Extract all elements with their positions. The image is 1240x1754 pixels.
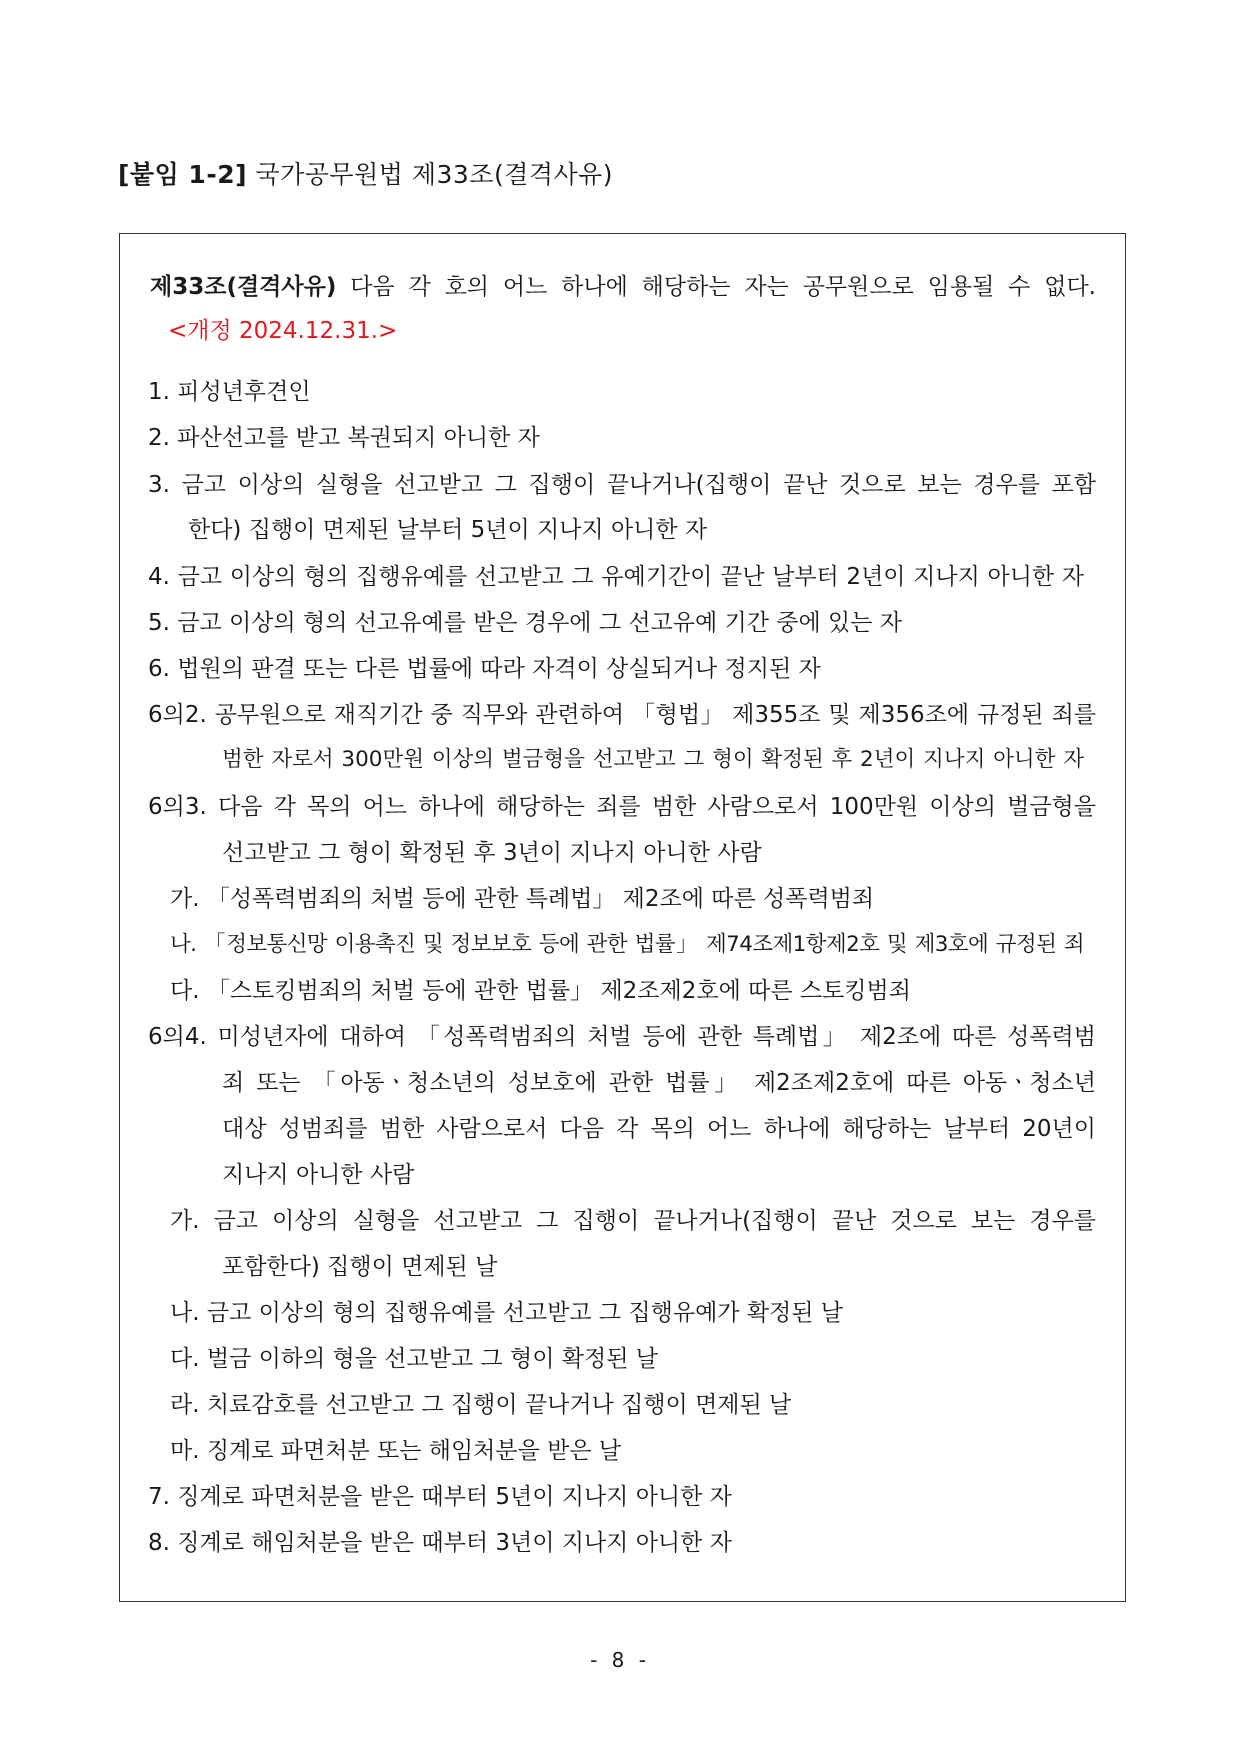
item-text: 금고 이상의 형의 선고유예를 받은 경우에 그 선고유예 기간 중에 있는 자 [177, 610, 903, 636]
sub-item-text: 치료감호를 선고받고 그 집행이 끝나거나 집행이 면제된 날 [206, 1392, 792, 1418]
list-item [148, 612, 902, 635]
sub-item-text: 징계로 파면처분 또는 해임처분을 받은 날 [206, 1438, 622, 1464]
sub-item-letter: 라. [170, 1392, 200, 1418]
item-number: 6의2. [148, 702, 207, 728]
sub-item-letter: 가. [170, 886, 200, 912]
attachment-heading [118, 155, 613, 191]
item-number: 6. [148, 656, 170, 682]
item-text: 피성년후견인 [177, 379, 311, 405]
list-item [148, 658, 821, 681]
list-item [148, 474, 1096, 497]
list-item [148, 796, 1096, 819]
item-continuation: 한다) 집행이 면제된 날부터 5년이 지나지 아니한 자 [188, 517, 708, 543]
item-number: 3. [148, 472, 170, 498]
sub-item-text: 벌금 이하의 형을 선고받고 그 형이 확정된 날 [206, 1346, 658, 1372]
item-number: 6의4. [148, 1024, 207, 1050]
item-number: 1. [148, 379, 170, 405]
sub-item [170, 1302, 843, 1325]
amendment-note: <개정 2024.12.31.> [168, 318, 398, 344]
sub-item-text: 금고 이상의 실형을 선고받고 그 집행이 끝나거나(집행이 끝난 것으로 보는 경우를 [213, 1208, 1096, 1234]
item-continuation: 죄 또는 「아동ㆍ청소년의 성보호에 관한 법률」 제2조제2호에 따른 아동ㆍ청소년 [222, 1070, 1096, 1096]
sub-item-letter: 마. [170, 1438, 200, 1464]
attachment-title: 국가공무원법 제33조(결격사유) [255, 160, 614, 189]
item-number: 7. [148, 1484, 170, 1510]
list-item [148, 1026, 1096, 1049]
sub-item [170, 1394, 791, 1417]
sub-item [170, 1210, 1096, 1233]
item-number: 4. [148, 564, 170, 590]
list-item [148, 1486, 732, 1509]
sub-item [170, 934, 1084, 956]
sub-item-letter: 다. [170, 978, 200, 1004]
item-text: 징계로 해임처분을 받은 때부터 3년이 지나지 아니한 자 [177, 1530, 732, 1556]
sub-item [170, 980, 911, 1003]
item-continuation: 범한 자로서 300만원 이상의 벌금형을 선고받고 그 형이 확정된 후 2년이 지나지 아니한 자 [222, 747, 1084, 772]
list-item [148, 1532, 732, 1555]
sub-item-text: 금고 이상의 형의 집행유예를 선고받고 그 집행유예가 확정된 날 [206, 1300, 844, 1326]
sub-item [170, 1440, 621, 1463]
sub-item-letter: 나. [170, 1300, 200, 1326]
sub-item-continuation: 포함한다) 집행이 면제된 날 [222, 1254, 498, 1280]
item-text: 금고 이상의 형의 집행유예를 선고받고 그 유예기간이 끝난 날부터 2년이 지나지 아니한 자 [177, 564, 1085, 590]
list-item [148, 566, 1084, 589]
sub-item [170, 888, 874, 911]
list-item [148, 427, 540, 450]
item-number: 5. [148, 610, 170, 636]
item-text: 금고 이상의 실형을 선고받고 그 집행이 끝나거나(집행이 끝난 것으로 보는 경우를 포함 [181, 472, 1096, 498]
item-text: 법원의 판결 또는 다른 법률에 따라 자격이 상실되거나 정지된 자 [177, 656, 821, 682]
sub-item-letter: 나. [170, 932, 197, 957]
item-number: 8. [148, 1530, 170, 1556]
page-number: - 8 - [590, 1648, 650, 1672]
article-intro: 다음 각 호의 어느 하나에 해당하는 자는 공무원으로 임용될 수 없다. [350, 274, 1096, 300]
list-item [148, 381, 311, 404]
item-text: 공무원으로 재직기간 중 직무와 관련하여 「형법」 제355조 및 제356조에 규정된 죄를 [214, 702, 1097, 728]
item-text: 징계로 파면처분을 받은 때부터 5년이 지나지 아니한 자 [177, 1484, 732, 1510]
item-text: 다음 각 목의 어느 하나에 해당하는 죄를 범한 사람으로서 100만원 이상의 벌금형을 [218, 794, 1096, 820]
sub-item-letter: 가. [170, 1208, 200, 1234]
sub-item [170, 1348, 658, 1371]
sub-item-letter: 다. [170, 1346, 200, 1372]
list-item [148, 704, 1096, 727]
article-intro-line [150, 276, 1096, 299]
sub-item-text: 「성폭력범죄의 처벌 등에 관한 특례법」 제2조에 따른 성폭력범죄 [206, 886, 875, 912]
item-number: 6의3. [148, 794, 207, 820]
item-number: 2. [148, 425, 170, 451]
sub-item-text: 「정보통신망 이용촉진 및 정보보호 등에 관한 법률」 제74조제1항제2호 및 제3호에 규정된 죄 [203, 932, 1084, 957]
item-continuation: 대상 성범죄를 범한 사람으로서 다음 각 목의 어느 하나에 해당하는 날부터 20년이 [222, 1116, 1096, 1142]
item-continuation: 선고받고 그 형이 확정된 후 3년이 지나지 아니한 사람 [222, 840, 762, 866]
item-continuation: 지나지 아니한 사람 [222, 1162, 415, 1188]
article-title: 제33조(결격사유) [150, 274, 337, 300]
attachment-ref: [붙임 1-2] [118, 160, 248, 189]
item-text: 파산선고를 받고 복권되지 아니한 자 [177, 425, 540, 451]
item-text: 미성년자에 대하여 「성폭력범죄의 처벌 등에 관한 특례법」 제2조에 따른 성폭력범 [217, 1024, 1096, 1050]
sub-item-text: 「스토킹범죄의 처벌 등에 관한 법률」 제2조제2호에 따른 스토킹범죄 [206, 978, 911, 1004]
